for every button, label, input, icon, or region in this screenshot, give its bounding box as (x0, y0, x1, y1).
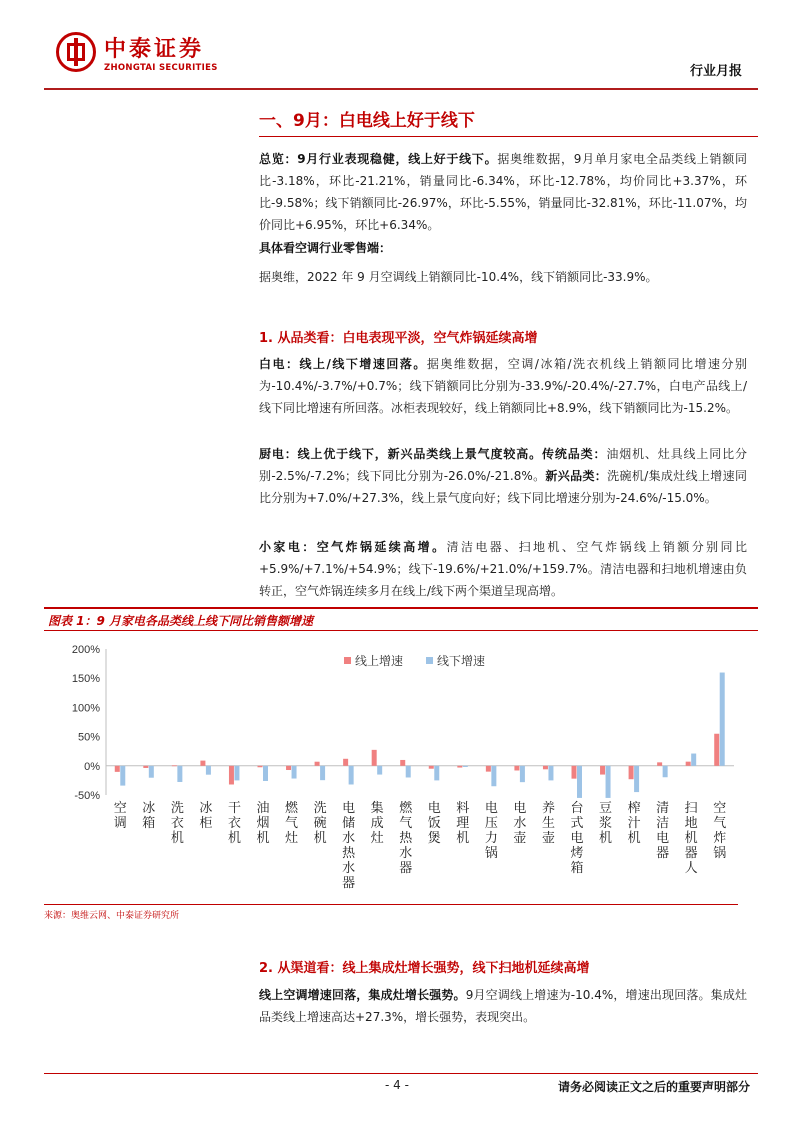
logo-text-en: ZHONGTAI SECURITIES (104, 63, 218, 73)
section-divider (259, 136, 758, 137)
online-growth-bar (372, 750, 377, 766)
online-growth-bar (457, 766, 462, 768)
x-category-label: 器 (656, 846, 670, 861)
channel-text: 9月空调线上增速为-10.4%，增速出现回落。集成灶品类线上增速高达+27.3%，增长强势，表现突出。 (259, 988, 747, 1024)
x-category-label: 箱 (142, 816, 156, 831)
x-category-label: 水 (399, 846, 413, 861)
x-category-label: 人 (684, 861, 698, 876)
x-category-label: 水 (342, 861, 356, 876)
online-growth-bar (429, 766, 434, 769)
x-category-label: 洁 (656, 816, 670, 831)
offline-growth-bar (377, 766, 382, 775)
offline-growth-bar (463, 766, 468, 767)
offline-growth-bar (263, 766, 268, 781)
online-growth-bar (115, 766, 120, 772)
x-category-label: 力 (484, 831, 498, 846)
online-growth-bar (514, 766, 519, 771)
x-category-label: 干 (227, 801, 241, 816)
offline-growth-bar (634, 766, 639, 792)
overview-text: 据奥维数据，9月单月家电全品类线上销额同比-3.18%，环比-21.21%，销量同比-6.34%，环比-12.78%，均价同比+3.37%，环比-9.58%；线下销额同比-26.97%，环比-5.55%，销量同比-32.81%，环比-11.07%，均价同比+6.95%，环比+6.34%。 (259, 152, 747, 232)
online-growth-bar (143, 766, 148, 768)
x-category-label: 式 (570, 816, 584, 831)
legend-offline-swatch (426, 657, 433, 664)
x-category-label: 箱 (570, 861, 584, 876)
kitchen-new-text: 洗碗机/集成灶线上增速同比分别为+7.0%/+27.3%，线上景气度向好；线下同比增速分别为-24.6%/-15.0%。 (259, 469, 747, 505)
kitchen-new-label: 新兴品类： (545, 469, 608, 483)
offline-growth-bar (320, 766, 325, 780)
x-category-label: 灶 (285, 831, 299, 846)
x-category-label: 饭 (427, 816, 441, 831)
x-category-label: 冰 (199, 801, 213, 816)
x-category-label: 豆 (599, 801, 613, 816)
offline-growth-bar (177, 766, 182, 782)
x-category-label: 衣 (170, 816, 184, 831)
online-growth-bar (543, 766, 548, 770)
online-growth-bar (486, 766, 491, 772)
offline-growth-bar (606, 766, 611, 798)
offline-growth-bar (206, 766, 211, 775)
x-category-label: 锅 (484, 846, 498, 861)
white-goods-lead: 白电：线上/线下增速回落。 (259, 357, 427, 371)
white-goods-text: 据奥维数据，空调/冰箱/洗衣机线上销额同比增速分别为-10.4%/-3.7%/+0.7%；线下销额同比分别为-33.9%/-20.4%/-27.7%，白电产品线上/线下同比增速有所回落。冰柜表现较好，线上销额同比+8.9%，线下销额同比为-15.2%。 (259, 357, 747, 415)
x-category-label: 榨 (627, 801, 641, 816)
x-category-label: 机 (227, 831, 241, 846)
x-category-label: 洗 (313, 801, 327, 816)
online-growth-bar (400, 760, 405, 766)
header-divider (44, 88, 758, 90)
x-category-label: 理 (456, 816, 470, 831)
x-category-label: 机 (313, 831, 327, 846)
online-growth-bar (657, 762, 662, 765)
x-category-label: 集 (370, 801, 384, 816)
x-category-label: 燃 (285, 801, 299, 816)
online-growth-bar (200, 761, 205, 766)
disclaimer-note: 请务必阅读正文之后的重要声明部分 (557, 1080, 750, 1094)
y-tick-label: 0% (84, 760, 100, 773)
y-tick-label: 150% (71, 673, 100, 686)
legend-online-swatch (344, 657, 351, 664)
offline-growth-bar (663, 766, 668, 777)
online-growth-bar (600, 766, 605, 775)
x-category-label: 成 (370, 816, 384, 831)
x-category-label: 热 (342, 846, 356, 861)
x-category-label: 烤 (570, 846, 584, 861)
offline-growth-bar (491, 766, 496, 786)
x-category-label: 炸 (713, 831, 727, 846)
offline-growth-bar (548, 766, 553, 781)
x-category-label: 气 (399, 816, 413, 831)
zhongtai-logo-icon (56, 32, 96, 72)
bar-chart (44, 637, 758, 907)
x-category-label: 机 (256, 831, 270, 846)
y-tick-label: -50% (74, 790, 100, 802)
legend-online-label: 线上增速 (355, 654, 404, 668)
offline-growth-bar (691, 754, 696, 766)
online-growth-bar (714, 734, 719, 766)
x-category-label: 锅 (713, 846, 727, 861)
x-category-label: 养 (541, 801, 555, 816)
offline-growth-bar (520, 766, 525, 782)
x-category-label: 气 (713, 816, 727, 831)
chart-title: 图表 1：9 月家电各品类线上线下同比销售额增速 (48, 614, 314, 628)
x-category-label: 器 (399, 861, 413, 876)
offline-growth-bar (149, 766, 154, 778)
offline-growth-bar (434, 766, 439, 781)
x-category-label: 清 (656, 801, 670, 816)
x-category-label: 灶 (370, 831, 384, 846)
x-category-label: 电 (570, 831, 584, 846)
online-growth-bar (315, 762, 320, 766)
online-growth-bar (172, 765, 177, 766)
x-category-label: 扫 (684, 801, 698, 816)
y-tick-label: 50% (77, 731, 100, 744)
x-category-label: 气 (285, 816, 299, 831)
kitchen-traditional-text: 油烟机、灶具线上同比分别-2.5%/-7.2%；线下同比分别为-26.0%/-21.8%。 (259, 447, 747, 483)
online-growth-bar (286, 766, 291, 770)
x-category-label: 机 (170, 831, 184, 846)
x-category-label: 水 (342, 831, 356, 846)
x-category-label: 电 (656, 831, 670, 846)
x-category-label: 调 (113, 816, 127, 831)
x-category-label: 机 (627, 831, 641, 846)
x-category-label: 浆 (599, 816, 613, 831)
x-category-label: 烟 (256, 816, 270, 831)
x-category-label: 洗 (170, 801, 184, 816)
subsection-title-category: 1. 从品类看：白电表现平淡，空气炸锅延续高增 (259, 331, 538, 346)
x-category-label: 水 (513, 816, 527, 831)
white-goods-paragraph (259, 353, 747, 419)
page-number: - 4 - (385, 1078, 409, 1092)
x-category-label: 油 (256, 801, 270, 816)
x-category-label: 煲 (427, 831, 441, 846)
offline-growth-bar (406, 766, 411, 778)
online-growth-bar (629, 766, 634, 779)
ac-heading (259, 237, 747, 259)
kitchen-paragraph (259, 443, 747, 509)
x-category-label: 储 (342, 816, 356, 831)
chart-title-bar (44, 607, 758, 631)
overview-lead: 9月行业表现稳健，线上好于线下。 (297, 152, 498, 166)
offline-growth-bar (292, 766, 297, 779)
x-category-label: 空 (713, 801, 727, 816)
x-category-label: 燃 (399, 801, 413, 816)
channel-lead: 线上空调增速回落，集成灶增长强势。 (259, 988, 466, 1002)
ac-heading-text: 具体看空调行业零售端： (259, 241, 392, 255)
x-category-label: 空 (113, 801, 127, 816)
chart-figure (44, 607, 758, 907)
online-growth-bar (258, 766, 263, 767)
x-category-label: 电 (342, 801, 356, 816)
x-category-label: 机 (456, 831, 470, 846)
offline-growth-bar (577, 766, 582, 798)
x-category-label: 热 (399, 831, 413, 846)
section-title: 一、9月：白电线上好于线下 (259, 111, 475, 131)
online-growth-bar (572, 766, 577, 779)
x-category-label: 地 (684, 816, 698, 831)
x-category-label: 压 (484, 816, 498, 831)
x-category-label: 器 (684, 846, 698, 861)
x-category-label: 机 (684, 831, 698, 846)
small-appliance-text: 清洁电器、扫地机、空气炸锅线上销额分别同比+5.9%/+7.1%/+54.9%；线下-19.6%/+21.0%/+159.7%。清洁电器和扫地机增速由负转正，空气炸锅连续多月在线上/线下两个渠道呈现高增。 (259, 540, 747, 598)
channel-paragraph (259, 984, 747, 1028)
x-category-label: 生 (541, 816, 555, 831)
small-appliance-paragraph (259, 536, 747, 602)
x-category-label: 台 (570, 801, 584, 816)
legend-offline-label: 线下增速 (437, 654, 486, 668)
y-tick-label: 200% (71, 644, 100, 656)
x-category-label: 冰 (142, 801, 156, 816)
subsection-title-channel: 2. 从渠道看：线上集成灶增长强势，线下扫地机延续高增 (259, 961, 590, 976)
offline-growth-bar (349, 766, 354, 785)
x-category-label: 壶 (513, 831, 527, 846)
small-appliance-lead: 小家电：空气炸锅延续高增。 (259, 540, 447, 554)
overview-paragraph (259, 148, 747, 236)
footer-divider (44, 1073, 758, 1074)
kitchen-traditional-label: 传统品类： (542, 447, 607, 461)
overview-label: 总览： (259, 152, 298, 166)
kitchen-lead: 厨电：线上优于线下，新兴品类线上景气度较高。 (259, 447, 543, 461)
company-logo (56, 30, 246, 82)
x-category-label: 衣 (227, 816, 241, 831)
y-tick-label: 100% (71, 702, 100, 715)
x-category-label: 电 (513, 801, 527, 816)
x-category-label: 电 (427, 801, 441, 816)
offline-growth-bar (234, 766, 239, 781)
chart-source: 来源：奥维云网、中泰证券研究所 (44, 911, 180, 921)
logo-text-cn: 中泰证券 (104, 37, 205, 62)
offline-growth-bar (120, 766, 125, 786)
source-divider (44, 904, 738, 905)
x-category-label: 器 (342, 876, 356, 891)
online-growth-bar (229, 766, 234, 785)
x-category-label: 电 (484, 801, 498, 816)
document-type: 行业月报 (689, 64, 742, 79)
online-growth-bar (343, 759, 348, 766)
x-category-label: 柜 (199, 816, 213, 831)
x-category-label: 壶 (541, 831, 555, 846)
online-growth-bar (686, 762, 691, 766)
x-category-label: 料 (456, 801, 470, 816)
x-category-label: 汁 (627, 816, 641, 831)
x-category-label: 机 (599, 831, 613, 846)
x-category-label: 碗 (313, 816, 327, 831)
offline-growth-bar (720, 673, 725, 766)
ac-paragraph: 据奥维，2022 年 9 月空调线上销额同比-10.4%，线下销额同比-33.9%。 (259, 270, 658, 284)
